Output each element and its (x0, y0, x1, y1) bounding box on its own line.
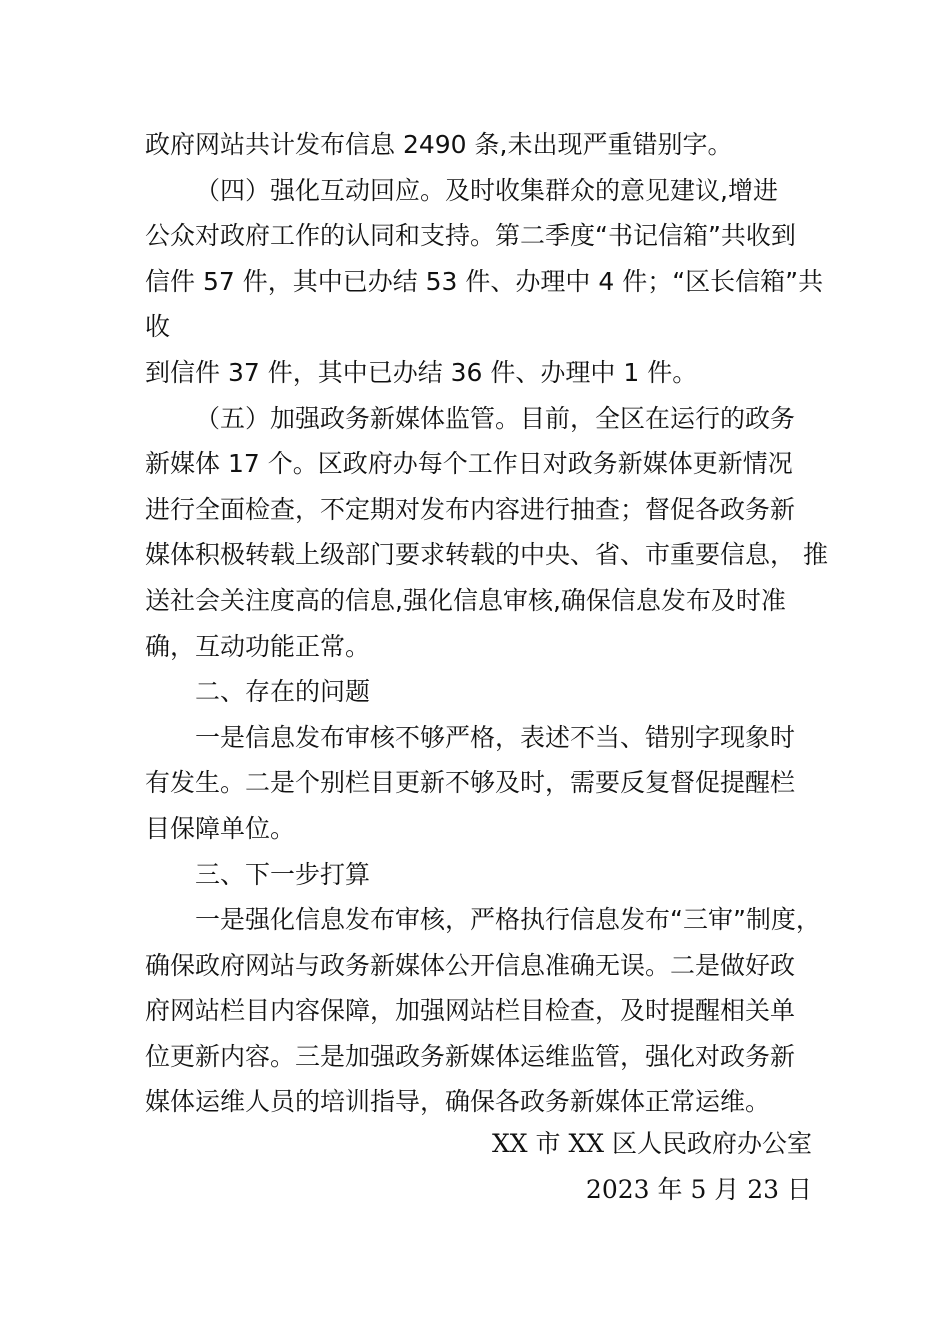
issuing-office: XX 市 XX 区人民政府办公室 (491, 1129, 812, 1158)
signature-block (492, 1121, 812, 1213)
body-line: 有发生。二是个别栏目更新不够及时，需要反复督促提醒栏 (145, 768, 796, 798)
body-line: 府网站栏目内容保障，加强网站栏目检查，及时提醒相关单 (145, 996, 796, 1026)
body-line: 到信件 37 件，其中已办结 36 件、办理中 1 件。 (145, 357, 698, 387)
body-line: 位更新内容。三是加强政务新媒体运维监管，强化对政务新 (145, 1041, 796, 1071)
body-line: 收 (145, 312, 171, 342)
body-line: 信件 57 件，其中已办结 53 件、办理中 4 件；“区长信箱”共 (145, 266, 824, 296)
document-body (145, 122, 828, 1125)
body-line: 媒体积极转载上级部门要求转载的中央、省、市重要信息， 推 (145, 540, 828, 570)
issue-date: 2023 年 5 月 23 日 (585, 1175, 812, 1204)
body-line: 确，互动功能正常。 (145, 631, 371, 661)
body-line: 进行全面检查，不定期对发布内容进行抽查；督促各政务新 (145, 494, 796, 524)
body-line: 新媒体 17 个。区政府办每个工作日对政务新媒体更新情况 (145, 449, 793, 479)
body-line: 送社会关注度高的信息,强化信息审核,确保信息发布及时准 (145, 585, 786, 615)
heading-existing-problems: 二、存在的问题 (195, 677, 371, 707)
body-line: 确保政府网站与政务新媒体公开信息准确无误。二是做好政 (145, 950, 796, 980)
body-line: 一是强化信息发布审核，严格执行信息发布“三审”制度， (195, 905, 821, 935)
body-line: 公众对政府工作的认同和支持。第二季度“书记信箱”共收到 (145, 221, 796, 251)
body-line: 政府网站共计发布信息 2490 条,未出现严重错别字。 (145, 130, 733, 159)
heading-next-steps: 三、下一步打算 (195, 859, 371, 889)
section-heading-4: （四）强化互动回应。及时收集群众的意见建议,增进 (195, 175, 778, 205)
body-line: 目保障单位。 (145, 813, 296, 843)
section-heading-5: （五）加强政务新媒体监管。目前，全区在运行的政务 (195, 403, 796, 433)
body-line: 媒体运维人员的培训指导，确保各政务新媒体正常运维。 (145, 1087, 771, 1117)
body-line: 一是信息发布审核不够严格，表述不当、错别字现象时 (195, 722, 796, 752)
